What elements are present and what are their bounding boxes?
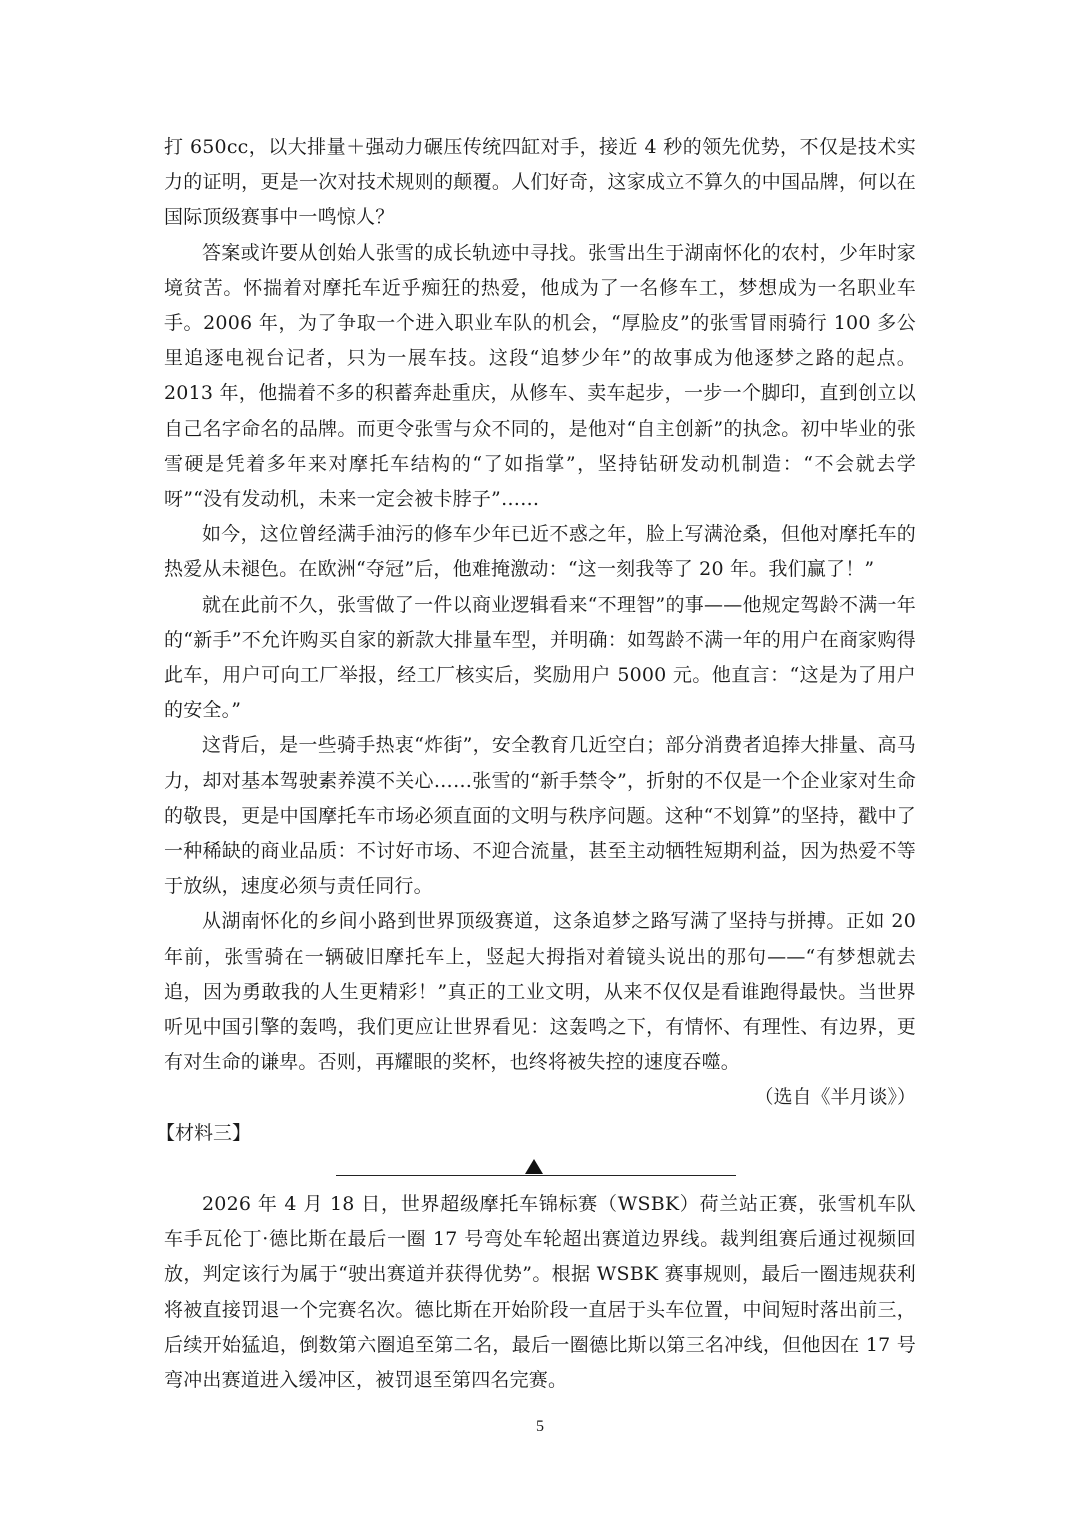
paragraph-4: 就在此前不久，张雪做了一件以商业逻辑看来“不理智”的事——他规定驾龄不满一年的“新手”不允许购买自家的新款大排量车型，并明确：如驾龄不满一年的用户在商家购得此车，用户可向工厂举报，经工厂核实后，奖励用户 5000 元。他直言：“这是为了用户的安全。” bbox=[164, 593, 916, 722]
triangle-icon bbox=[525, 1159, 543, 1174]
paragraph-6: 从湖南怀化的乡间小路到世界顶级赛道，这条追梦之路写满了坚持与拼搏。正如 20 年前，张雪骑在一辆破旧摩托车上，竖起大拇指对着镜头说出的那句——“有梦想就去追，因为勇敢我的人生更精彩！”真正的工业文明，从来不仅仅是看谁跑得最快。当世界听见中国引擎的轰鸣，我们更应让世界看见：这轰鸣之下，有情怀、有理性、有边界，更有对生命的谦卑。否则，再耀眼的奖杯，也终将被失控的速度吞噬。 bbox=[164, 910, 916, 1074]
paragraph-3: 如今，这位曾经满手油污的修车少年已近不惑之年，脸上写满沧桑，但他对摩托车的热爱从未褪色。在欧洲“夺冠”后，他难掩激动：“这一刻我等了 20 年。我们赢了！” bbox=[164, 523, 916, 581]
article-body bbox=[164, 130, 916, 1080]
paragraph-5: 这背后，是一些骑手热衷“炸街”，安全教育几近空白；部分消费者追捧大排量、高马力，却对基本驾驶素养漠不关心……张雪的“新手禁令”，折射的不仅是一个企业家对生命的敬畏，更是中国摩托车市场必须直面的文明与秩序问题。这种“不划算”的坚持，戳中了一种稀缺的商业品质：不讨好市场、不迎合流量，甚至主动牺牲短期利益，因为热爱不等于放纵，速度必须与责任同行。 bbox=[164, 734, 916, 898]
document-page bbox=[156, 130, 916, 1398]
paragraph-1: 打 650cc，以大排量＋强动力碾压传统四缸对手，接近 4 秒的领先优势，不仅是技术实力的证明，更是一次对技术规则的颠覆。人们好奇，这家成立不算久的中国品牌，何以在国际顶级赛事中一鸣惊人？ bbox=[164, 136, 916, 229]
material-three-body bbox=[164, 1187, 916, 1398]
section-heading: 【材料三】 bbox=[156, 1121, 252, 1144]
page-number: 5 bbox=[536, 1418, 544, 1435]
paragraph-2: 答案或许要从创始人张雪的成长轨迹中寻找。张雪出生于湖南怀化的农村，少年时家境贫苦。怀揣着对摩托车近乎痴狂的热爱，他成为了一名修车工，梦想成为一名职业车手。2006 年，为了争取一个进入职业车队的机会，“厚脸皮”的张雪冒雨骑行 100 多公里追逐电视台记者，只为一展车技。这段“追梦少年”的故事成为他逐梦之路的起点。2013 年，他揣着不多的积蓄奔赴重庆，从修车、卖车起步，一步一个脚印，直到创立以自己名字命名的品牌。而更令张雪与众不同的，是他对“自主创新”的执念。初中毕业的张雪硬是凭着多年来对摩托车结构的“了如指掌”，坚持钻研发动机制造：“不会就去学呀”“没有发动机，未来一定会被卡脖子”…… bbox=[164, 241, 916, 511]
paragraph-7: 2026 年 4 月 18 日，世界超级摩托车锦标赛（WSBK）荷兰站正赛，张雪机车队车手瓦伦丁·德比斯在最后一圈 17 号弯处车轮超出赛道边界线。裁判组赛后通过视频回放，判定该行为属于“驶出赛道并获得优势”。根据 WSBK 赛事规则，最后一圈违规获利将被直接罚退一个完赛名次。德比斯在开始阶段一直居于头车位置，中间短时落出前三，后续开始猛追，倒数第六圈追至第二名，最后一圈德比斯以第三名冲线，但他因在 17 号弯冲出赛道进入缓冲区，被罚退至第四名完赛。 bbox=[164, 1192, 916, 1391]
divider-line bbox=[336, 1175, 736, 1176]
source-citation: （选自《半月谈》） bbox=[754, 1086, 916, 1109]
divider bbox=[164, 1153, 916, 1187]
